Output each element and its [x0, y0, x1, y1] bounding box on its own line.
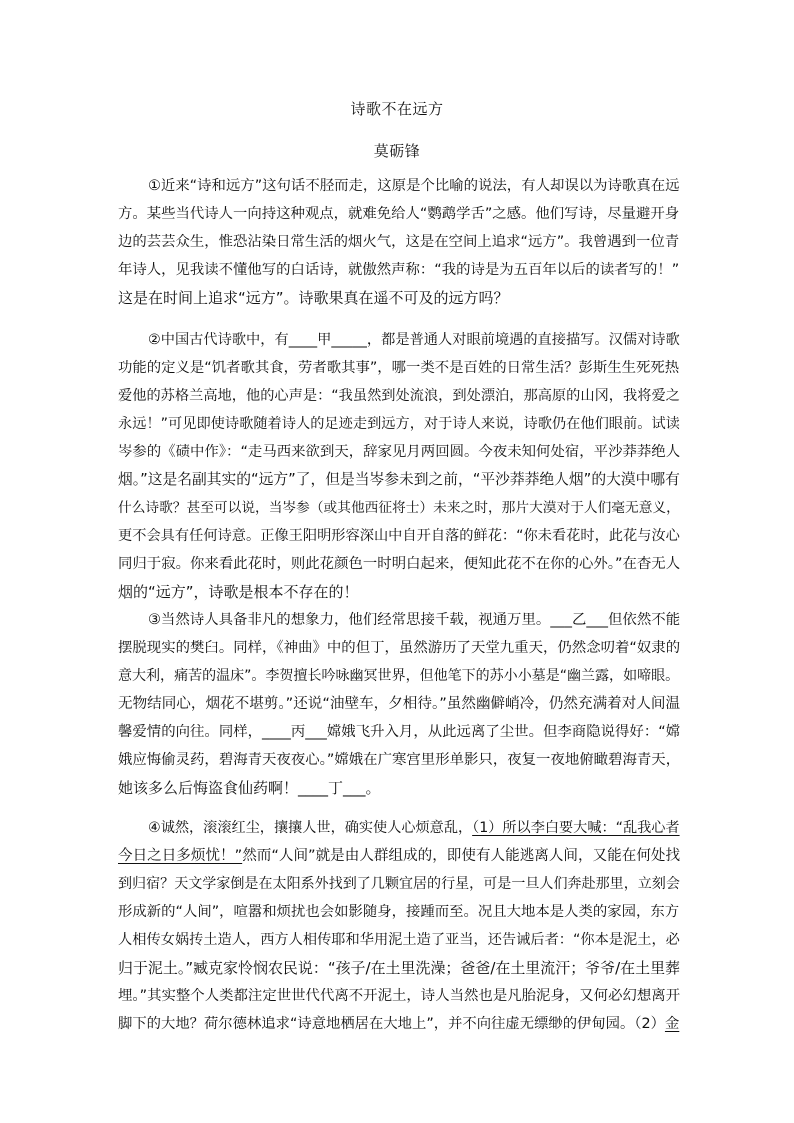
- line-text: 人相传女娲抟土造人，西方人相传耶和华用泥土造了亚当，还告诫后者：“你本是泥土，必: [118, 932, 680, 948]
- line-text: 归于泥土。”臧克家怜悯农民说：“孩子/在土里洗澡；爸爸/在土里流汗；爷爷/在土里葬: [118, 959, 681, 977]
- line-text: 烟的“远方”，诗歌是根本不存在的！: [118, 583, 359, 601]
- paragraph-line: [148, 818, 680, 838]
- paragraph-line: [118, 386, 680, 406]
- paragraph-line: [118, 582, 359, 602]
- line-text: 功能的定义是“饥者歌其食，劳者歌其事”，哪一类不是百姓的日常生活？彭斯生生死死热: [118, 360, 680, 376]
- underlined-text: 今日之日多烦忧！”: [118, 847, 243, 864]
- paragraph-line: [118, 232, 679, 252]
- paragraph-line: [118, 260, 679, 280]
- paragraph-line: [118, 638, 680, 658]
- paragraph-line: [118, 694, 680, 714]
- paragraph-line: [118, 288, 509, 308]
- line-text: ②中国古代诗歌中，有____甲_____，都是普通人对眼前境遇的直接描写。汉儒对诗歌: [148, 332, 680, 348]
- paragraph-line: [118, 526, 680, 546]
- line-text: 无物结同心，烟花不堪剪。”还说“油壁车，夕相待。”虽然幽僻峭冷，仍然充满着对人间温: [118, 695, 681, 712]
- line-text: 然而“人间”就是由人群组成的，即使有人能逃离人间，又能在何处找: [242, 847, 681, 864]
- paragraph-line: [118, 470, 680, 490]
- line-text: 年诗人，见我读不懂他写的白话诗，就傲然声称：“我的诗是为五百年以后的读者写的！”: [118, 262, 680, 278]
- line-text: 什么诗歌？甚至可以说，当岑参（或其他西征将士）未来之时，那片大漠对于人们毫无意义，: [118, 500, 680, 516]
- underlined-text: （1）所以李白要大喊：“乱我心者: [472, 820, 680, 836]
- paragraph-line: [148, 610, 680, 630]
- line-text: 摆脱现实的樊臼。同样，《神曲》中的但丁，虽然游历了天堂九重天，仍然念叨着“奴隶的: [118, 640, 681, 656]
- paragraph-line: [118, 930, 680, 950]
- line-text: ④诚然，滚滚红尘，攘攘人世，确实使人心烦意乱，: [148, 820, 473, 836]
- line-text: 永远！”可见即使诗歌随着诗人的足迹走到远方，对于诗人来说，诗歌仍在他们眼前。试读: [118, 416, 680, 432]
- line-text: 边的芸芸众生，惟恐沾染日常生活的烟火气，这是在空间上追求“远方”。我曾遇到一位青: [118, 234, 680, 250]
- paragraph-line: [118, 722, 680, 742]
- line-text: 埋。”其实整个人类都注定世世代代离不开泥土，诗人当然也是凡胎泥身，又何必幻想离开: [118, 988, 681, 1004]
- line-text: 方。某些当代诗人一向持这种观点，就难免给人“鹦鹉学舌”之感。他们写诗，尽量避开身: [118, 206, 680, 222]
- line-text: 娥应悔偷灵药，碧海青天夜夜心。”嫦娥在广寒宫里形单影只，夜复一夜地俯瞰碧海青天，: [118, 752, 681, 768]
- paragraph-line: [118, 958, 680, 978]
- underlined-text: 金: [664, 1016, 680, 1032]
- paragraph-line: [118, 666, 679, 686]
- paragraph-line: [118, 554, 680, 574]
- line-text: 岑参的《碛中作》：“走马西来欲到天，辞家见月两回圆。今夜未知何处宿，平沙莽莽绝人: [118, 444, 681, 460]
- paragraph-line: [118, 778, 381, 798]
- paragraph-line: [118, 874, 680, 894]
- line-text: 形成新的“人间”，喧嚣和烦扰也会如影随身，接踵而至。况且大地本是人类的家园，东方: [118, 904, 680, 920]
- paragraph-line: [148, 176, 680, 196]
- article-title: 诗歌不在远方: [350, 100, 444, 118]
- paragraph-line: [118, 846, 680, 866]
- line-text: ③当然诗人具备非凡的想象力，他们经常思接千载，视通万里。___乙___但依然不能: [148, 612, 681, 628]
- line-text: 到归宿？天文学家倒是在太阳系外找到了几颗宜居的行星，可是一旦人们奔赴那里，立刻会: [118, 876, 680, 892]
- line-text: 更不会具有任何诗意。正像王阳明形容深山中自开自落的鲜花：“你未看花时，此花与汝心: [118, 528, 680, 544]
- line-text: 同归于寂。你来看此花时，则此花颜色一时明白起来，便知此花不在你的心外。”在杳无人: [118, 556, 681, 572]
- paragraph-line: [148, 330, 680, 350]
- line-text: 意大利，痛苦的温床”。李贺擅长吟咏幽冥世界，但他笔下的苏小小墓是“幽兰露，如啼眼。: [118, 668, 680, 684]
- paragraph-line: [118, 986, 680, 1006]
- paragraph-line: [118, 902, 679, 922]
- line-text: 烟。”这是名副其实的“远方”了，但是当岑参未到之前，“平沙莽莽绝人烟”的大漠中哪有: [118, 471, 680, 488]
- paragraph-line: [118, 414, 680, 434]
- line-text: 这是在时间上追求“远方”。诗歌果真在遥不可及的远方吗？: [118, 289, 509, 307]
- line-text: ①近来“诗和远方”这句话不胫而走，这原是个比喻的说法，有人却误以为诗歌真在远: [148, 178, 680, 194]
- paragraph-line: [118, 1014, 679, 1034]
- line-text: 爱他的苏格兰高地，他的心声是：“我虽然到处流浪，到处漂泊，那高原的山冈，我将爱之: [118, 388, 680, 404]
- line-text: 馨爱情的向往。同样，____丙___嫦娥飞升入月，从此远离了尘世。但李商隐说得好：“嫦: [118, 724, 681, 740]
- paragraph-line: [118, 358, 679, 378]
- article-author: 莫砺锋: [373, 142, 421, 160]
- paragraph-line: [118, 750, 680, 770]
- paragraph-line: [118, 498, 680, 518]
- line-text: 脚下的大地？荷尔德林追求“诗意地栖居在大地上”，并不向往虚无缥缈的伊甸园。（2）: [118, 1016, 665, 1032]
- paragraph-line: [118, 204, 679, 224]
- line-text: 她该多么后悔盗食仙药啊！____丁___。: [118, 779, 381, 797]
- paragraph-line: [118, 442, 680, 462]
